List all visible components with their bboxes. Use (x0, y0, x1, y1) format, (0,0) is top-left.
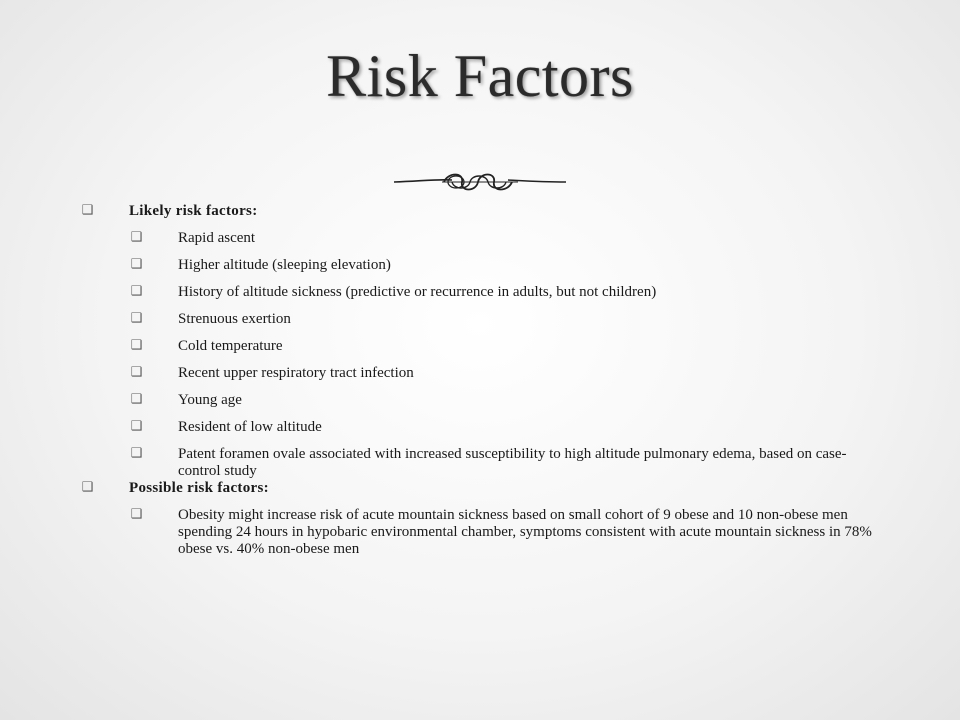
list-item: ❑ Recent upper respiratory tract infection (130, 365, 414, 381)
possible-risk-factors-group (80, 480, 900, 558)
hollow-square-bullet-icon: ❑ (130, 284, 143, 299)
slide-title: Risk Factors (326, 43, 634, 109)
ornamental-flourish-icon (392, 168, 568, 196)
list-item: ❑ Cold temperature (130, 338, 283, 354)
list-item: ❑ Resident of low altitude (130, 419, 322, 435)
hollow-square-bullet-icon: ❑ (130, 257, 143, 272)
list-item: ❑ Obesity might increase risk of acute mountain sickness based on small cohort of 9 obese and 10 non-obese men spending 24 hours in hypobaric environmental chamber, symptoms consistent with acute mountain sickness in 78% obese vs. 40% non-obese men (130, 507, 872, 557)
hollow-square-bullet-icon: ❑ (81, 203, 94, 218)
hollow-square-bullet-icon: ❑ (130, 446, 143, 461)
hollow-square-bullet-icon: ❑ (130, 419, 143, 434)
group-heading: ❑ Likely risk factors: (81, 203, 258, 219)
bullet-list (80, 203, 900, 558)
list-item: ❑ History of altitude sickness (predictive or recurrence in adults, but not children) (130, 284, 657, 300)
hollow-square-bullet-icon: ❑ (130, 507, 143, 522)
list-item: ❑ Rapid ascent (130, 230, 256, 246)
list-item: ❑ Strenuous exertion (130, 311, 291, 327)
hollow-square-bullet-icon: ❑ (130, 311, 143, 326)
hollow-square-bullet-icon: ❑ (130, 338, 143, 353)
list-item: ❑ Patent foramen ovale associated with increased susceptibility to high altitude pulmonary edema, based on case-control study (130, 446, 847, 479)
hollow-square-bullet-icon: ❑ (130, 392, 143, 407)
list-item: ❑ Higher altitude (sleeping elevation) (130, 257, 391, 273)
hollow-square-bullet-icon: ❑ (81, 480, 94, 495)
hollow-square-bullet-icon: ❑ (130, 365, 143, 380)
likely-risk-factors-group (80, 203, 900, 480)
list-item: ❑ Young age (130, 392, 242, 408)
group-heading: ❑ Possible risk factors: (81, 480, 269, 496)
hollow-square-bullet-icon: ❑ (130, 230, 143, 245)
